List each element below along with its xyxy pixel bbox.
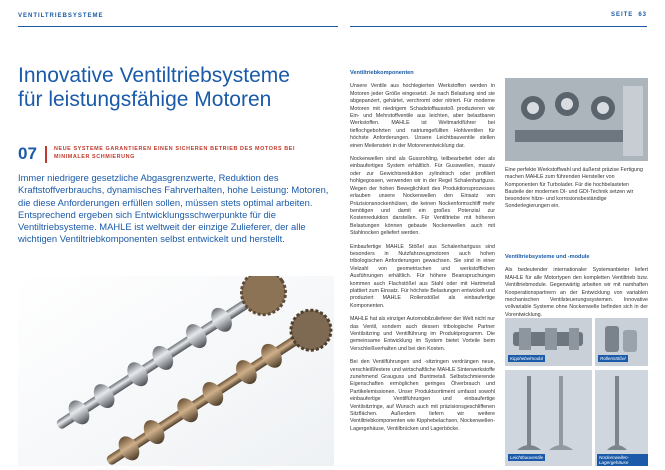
page-number: 63 [638, 12, 647, 18]
header-rule-right [350, 26, 647, 27]
section-label: VENTILTRIEBSYSTEME [18, 13, 104, 19]
page-label: SEITE [610, 12, 634, 18]
title-line-2: für leistungsfähige Motoren [18, 88, 272, 111]
paragraph-tribology: MAHLE hat als einziger Automobilzulieferer der Welt nicht nur das Ventil, sondern auch dessen tribologische Partner Ventilsitzring und Ventilführung im Produktprogramm. Die gemeinsame Entwicklung im System bietet Vorteile beim Verschleißverhalten und bei den Kosten. [350, 316, 495, 352]
chapter-number: 07 [18, 144, 37, 163]
chapter-divider [45, 146, 47, 163]
thumbnail-label-tappet: Rollenstößel [600, 356, 626, 361]
title-line-1: Innovative Ventiltriebsysteme [18, 64, 290, 87]
chapter-subtitle: NEUE SYSTEME GARANTIEREN EINEN SICHEREN BETRIEB DES MOTORS BEI MINIMALER SCHMIERUNG [54, 146, 296, 160]
paragraph-valves: Unsere Ventile aus hochlegierten Werkstoffen werden in Motoren jeder Größe eingesetzt. Je nach Belastung sind sie abgepanzert, gehärtet, verchromt oder nitriert. Für moderne Motoren mit niedrigem Schadstoffausstoß produzieren wir Ein- und Mehrstoffventile aus leichten, aber belastbaren Werkstoffen. MAHLE ist Weltmarktführer bei tieflochgebohrten und natriumgefüllten Hohlventilen für höchste Anforderungen. Unsere Leichtbauventile stellen einen Meilenstein in der Motorenentwicklung dar. [350, 83, 495, 149]
paragraph-camshafts: Nockenwellen sind als Gussrohling, teilbearbeitet oder als einbaufertiges System erhältlich. Für Gusswellen, massiv oder zur Gewichtsreduktion zylindrisch oder profiliert hohlgegossen, verwenden wir in der Regel Schalenhartguss. Wegen der hohen Beweglichkeit des Produktionsprozesses erlauben unsere Nockenwellen den Einsatz von Präzisionsnockenhülsen, die keinen Nockenformschliff mehr benötigen und damit ein großes Potenzial zur Kostenreduktion darstellen. Für Ventiltriebe mit höheren Belastungen können gebaute Nockenwellen auch mit Stahlnocken geliefert werden. [350, 156, 495, 237]
photo-caption: Eine perfekte Werkstoffwahl und äußerst präzise Fertigung machen MAHLE zum führenden Hersteller von Komponenten für Turbolader. Für die hochbelasteten Bauteile der modernen DI- und GDI-Technik setzen wir besondere hitze- und korrosionsbeständige Sonderlegierungen ein. [505, 167, 643, 210]
lightweight-valves-image [505, 370, 592, 466]
thumbnail-label-housing: Nockenwellen-Lagergehäuse [597, 454, 648, 466]
header-rule-left [18, 26, 338, 27]
subheading-components: Ventiltriebkomponenten [350, 70, 414, 76]
camshaft-housing-image [595, 370, 648, 466]
paragraph-tappets: Einbaufertige MAHLE Stößel aus Schalenhartguss sind besonders in Nutzfahrzeugmotoren auch hohen tribologischen Anforderungen gewachsen. Sie sind in einer Vielzahl von geometrischen und werkstofflichen Ausführungen erhältlich. Für höhere Beanspruchungen kommen auch Flachstößel aus Stahl oder mit Hartmetall plattiert zum Einsatz. Für höchste Belastungen entwickelt und produziert MAHLE Rollenstößel als einbaufertige Komponenten. [350, 243, 495, 309]
thumbnail-rocker-module [505, 318, 592, 366]
intro-text: Immer niedrigere gesetzliche Abgasgrenzwerte, Reduktion des Kraftstoffverbrauchs, dynamisches Fahrverhalten, hohe Leistung: Motoren, die diese Anforderungen erfüllen sollen, müssen stets optimal arbeiten. Entsprechend ergeben sich Entwicklungsschwerpunkte für die Ventiltriebsysteme. MAHLE ist weltweit der einzige Zulieferer, der alle wichtigen Ventiltriebkomponenten selbst entwickelt und herstellt. [18, 172, 329, 245]
cylinder-head-photo [505, 78, 648, 161]
paragraph-guides: Bei den Ventilführungen und -sitzringen verdrängen neue, verschleißfestere und wirtschaftliche MAHLE Sinterwerkstoffe zunehmend Grauguss und Buntmetall. Selbstschmierende Eigenschaften ermöglichen geringes Ölverbrauch und Partikelemissionen. Unser Produktsortiment umfasst sowohl einbaufertige Ventilführungen und einbaufertige Ventilsitzringe, auf Wunsch auch mit präzisionsgeschliffenen Sitzflächen. Außerdem liefern wir weitere Ventiltriebkomponenten wie Kipphebelachsen, Nockenwellen-Lagergehäuse, Ventilbrücken und Lagerböcke. [350, 359, 495, 432]
thumbnail-label-rocker: Kipphebelmodul [510, 356, 543, 361]
page-title [18, 64, 338, 112]
thumbnail-roller-tappet [595, 318, 648, 366]
thumbnail-lightweight-valves [505, 370, 592, 466]
page-number-label [606, 12, 647, 18]
middle-column [350, 70, 495, 439]
subheading-systems: Ventiltriebsysteme und -module [505, 254, 590, 260]
thumbnail-camshaft-housing [595, 370, 648, 466]
thumbnail-label-valves: Leichtbauventile [510, 455, 544, 460]
camshaft-photo [18, 276, 334, 466]
right-column [505, 254, 648, 325]
paragraph-systems: Als bedeutender internationaler Systemanbieter liefert MAHLE für alle Motortypen den kompletten Ventiltrieb bzw. Ventiltriebmodule. Gegenwärtig arbeiten wir mit namhaften Kooperationspartnern an der Entwicklung von variablen mechanischen Ventilsteuerungssystemen. Innovative vollvariable Systeme ohne Nockenwelle befinden sich in der Vorentwicklung. [505, 267, 648, 318]
